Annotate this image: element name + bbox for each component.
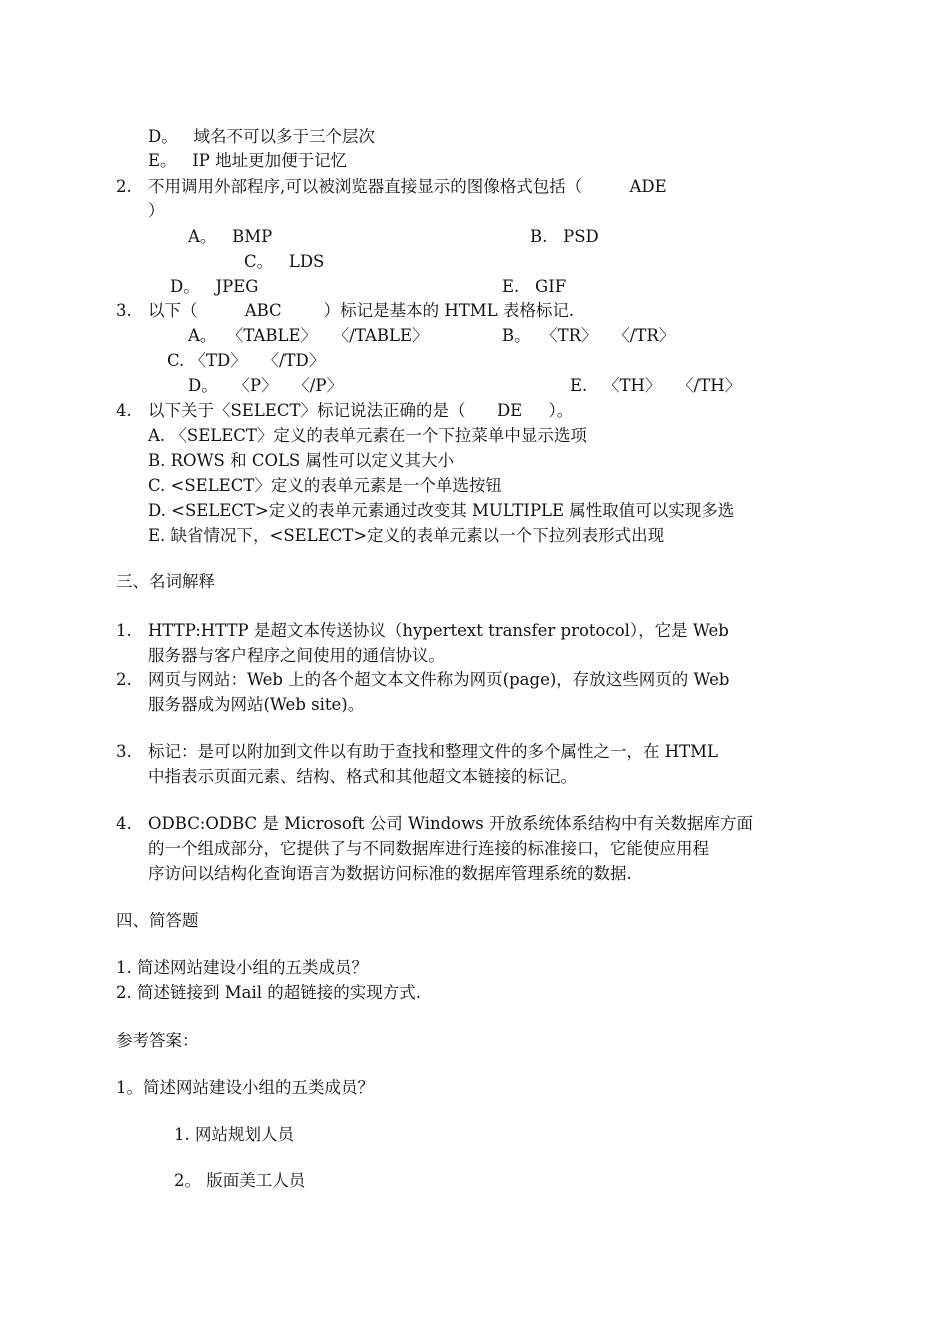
short-question-1: 1. 简述网站建设小组的五类成员？: [116, 958, 368, 977]
term-4-number: 4.: [116, 814, 132, 833]
q2-option-a: A。 BMP: [188, 227, 273, 246]
section4-heading: 四、简答题: [116, 911, 199, 930]
answer-1-item-1: 1. 网站规划人员: [174, 1125, 294, 1144]
q4-option-c: C. <SELECT〉定义的表单元素是一个单选按钮: [148, 476, 502, 495]
q4-option-b: B. ROWS 和 COLS 属性可以定义其大小: [148, 451, 454, 470]
q2-number: 2.: [116, 177, 132, 196]
q1-option-d: D。 域名不可以多于三个层次: [148, 127, 375, 146]
q2-option-e: E. GIF: [502, 277, 567, 296]
term-3-number: 3.: [116, 742, 132, 761]
q2-option-c: C。 LDS: [244, 252, 325, 271]
term-4-line2: 的一个组成部分，它提供了与不同数据库进行连接的标准接口，它能使应用程: [148, 839, 709, 858]
q2-stem: 不用调用外部程序,可以被浏览器直接显示的图像格式包括（ ADE: [148, 177, 667, 196]
section3-heading: 三、名词解释: [116, 572, 215, 591]
term-1-line1: HTTP:HTTP 是超文本传送协议（hypertext transfer protocol），它是 Web: [148, 621, 729, 640]
q4-number: 4.: [116, 401, 132, 420]
q3-option-e: E. 〈TH〉 〈/TH〉: [570, 376, 742, 395]
q4-option-d: D. <SELECT>定义的表单元素通过改变其 MULTIPLE 属性取值可以实现多选: [148, 501, 735, 520]
q3-number: 3.: [116, 301, 132, 320]
q3-stem: 以下（ ABC ）标记是基本的 HTML 表格标记.: [148, 301, 575, 320]
term-3-line2: 中指表示页面元素、结构、格式和其他超文本链接的标记。: [148, 767, 577, 786]
term-4-line3: 序访问以结构化查询语言为数据访问标准的数据库管理系统的数据.: [148, 864, 632, 883]
term-3-line1: 标记：是可以附加到文件以有助于查找和整理文件的多个属性之一，在 HTML: [148, 742, 718, 761]
q4-option-e: E. 缺省情况下，<SELECT>定义的表单元素以一个下拉列表形式出现: [148, 526, 665, 545]
term-2-line2: 服务器成为网站(Web site)。: [148, 695, 365, 714]
q4-stem: 以下关于〈SELECT〉标记说法正确的是（ DE ）。: [148, 401, 574, 420]
answer-1-item-2: 2。 版面美工人员: [174, 1171, 306, 1190]
answers-heading: 参考答案：: [116, 1031, 199, 1050]
q3-option-d: D。 〈P〉 〈/P〉: [188, 376, 343, 395]
short-question-2: 2. 简述链接到 Mail 的超链接的实现方式.: [116, 983, 422, 1002]
q1-option-e: E。 IP 地址更加便于记忆: [148, 151, 348, 170]
q2-option-b: B. PSD: [530, 227, 599, 246]
term-2-number: 2.: [116, 670, 132, 689]
q3-option-b: B。 〈TR〉 〈/TR〉: [502, 326, 676, 345]
q3-option-a: A。 〈TABLE〉 〈/TABLE〉: [188, 326, 429, 345]
q4-option-a: A. 〈SELECT〉定义的表单元素在一个下拉菜单中显示选项: [148, 426, 587, 445]
q2-stem-cont: ）: [148, 201, 165, 220]
answer-1-question: 1。简述网站建设小组的五类成员？: [116, 1078, 374, 1097]
q2-option-d: D。 JPEG: [170, 277, 259, 296]
term-2-line1: 网页与网站：Web 上的各个超文本文件称为网页(page)，存放这些网页的 Web: [148, 670, 730, 689]
term-1-number: 1.: [116, 621, 132, 640]
q3-option-c: C. 〈TD〉 〈/TD〉: [167, 351, 326, 370]
term-1-line2: 服务器与客户程序之间使用的通信协议。: [148, 646, 445, 665]
term-4-line1: ODBC:ODBC 是 Microsoft 公司 Windows 开放系统体系结构中有关数据库方面: [148, 814, 753, 833]
